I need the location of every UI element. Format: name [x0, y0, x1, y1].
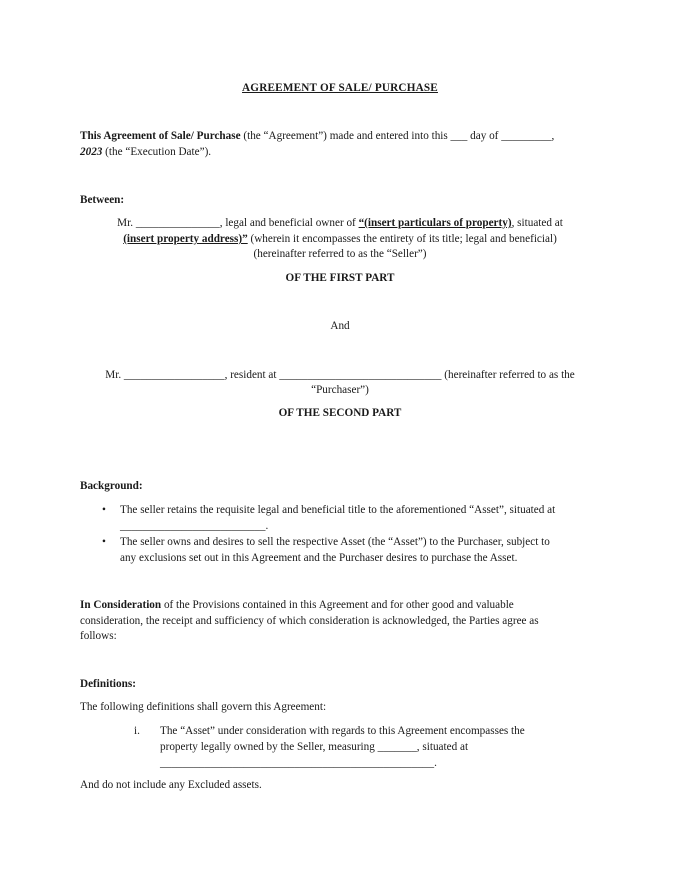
- bullet-icon: •: [102, 536, 106, 548]
- document-title: AGREEMENT OF SALE/ PURCHASE: [242, 82, 438, 94]
- property-address-placeholder: (insert property address)”: [123, 233, 248, 245]
- seller-line-3: (hereinafter referred to as the “Seller”): [253, 248, 427, 260]
- bullet-icon: •: [102, 504, 106, 516]
- property-particulars-placeholder: “(insert particulars of property): [358, 217, 512, 229]
- definition-item-1: i. The “Asset” under consideration with regards to this Agreement encompasses the property legally owned by the Seller, measuring _______, situated at _________________________________________________.: [134, 725, 525, 769]
- definitions-closing: And do not include any Excluded assets.: [80, 779, 262, 791]
- definitions-intro: The following definitions shall govern this Agreement:: [80, 701, 327, 713]
- second-part-label: OF THE SECOND PART: [278, 407, 402, 419]
- definitions-heading: Definitions:: [80, 678, 136, 690]
- intro-line-2: [80, 145, 620, 161]
- between-heading: Between:: [80, 194, 125, 206]
- agreement-year: 2023: [80, 145, 103, 158]
- purchaser-line-1: Mr. __________________, resident at _____________________________ (hereinafter referred to as the: [105, 369, 575, 381]
- seller-line-2: (insert property address)” (wherein it encompasses the entirety of its title; legal and beneficial): [123, 233, 557, 245]
- background-heading: Background:: [80, 480, 143, 492]
- and-separator: And: [330, 320, 350, 332]
- intro-text-2: (the “Execution Date”).: [102, 145, 212, 158]
- background-bullet-1: • The seller retains the requisite legal and beneficial title to the aforementioned “Asset”, situated at __________________________.: [102, 504, 556, 532]
- background-bullet-2: • The seller owns and desires to sell the respective Asset (the “Asset”) to the Purchaser, subject to any exclusions set out in this Agreement and the Purchaser desires to purchase the Asset.: [102, 536, 550, 564]
- intro-line-1: [80, 129, 620, 145]
- seller-line-1: Mr. _______________, legal and beneficial owner of “(insert particulars of property), situated at: [117, 217, 563, 229]
- consideration-paragraph: In Consideration of the Provisions contained in this Agreement and for other good and valuable consideration, the receipt and sufficiency of which consideration is acknowledged, the Parties agree as follows:: [80, 599, 539, 642]
- list-number: i.: [134, 725, 140, 737]
- intro-text-1: (the “Agreement”) made and entered into this ___ day of _________,: [240, 130, 555, 142]
- intro-paragraph: [80, 129, 620, 160]
- purchaser-line-2: “Purchaser”): [311, 384, 369, 396]
- agreement-name: This Agreement of Sale/ Purchase: [80, 130, 241, 142]
- first-part-label: OF THE FIRST PART: [285, 272, 395, 284]
